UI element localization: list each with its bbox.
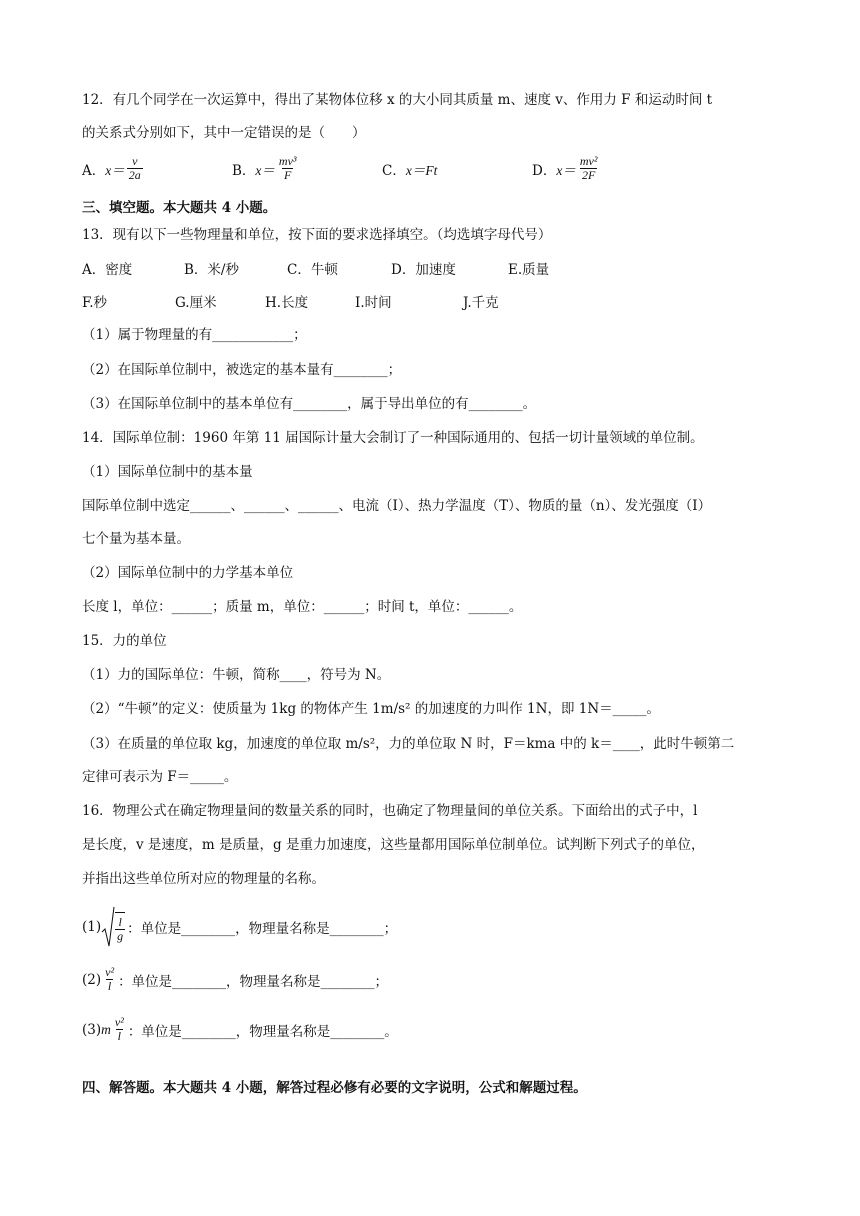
q12-options (82, 155, 682, 182)
q13-item: J.千克 (463, 295, 499, 311)
q14-line-1: 国际单位制中选定______、______、______、电流（I）、热力学温度（T）、物质的量（n）、发光强度（I） (82, 498, 712, 514)
q13-item: D．加速度 (391, 262, 456, 278)
fraction: $\frac{\text{v²}}{l}$ (114, 1015, 124, 1043)
q13-sub3: （3）在国际单位制中的基本单位有________，属于导出单位的有________。 (82, 396, 537, 412)
fraction: $\frac{v}{2a}$ (128, 154, 141, 182)
q16-item-3: (3) m $\frac{\text{v²}}{l}$ ：单位是________，物理量名称是________。 (82, 1015, 398, 1043)
square-root (101, 906, 127, 948)
radical-sign-icon (101, 906, 115, 948)
q13-item: G.厘米 (175, 295, 217, 311)
q14-stem: 14．国际单位制：1960 年第 11 届国际计量大会制订了一种国际通用的、包括一切计量领域的单位制。 (82, 430, 704, 446)
q12-stem-line2: 的关系式分别如下，其中一定错误的是（ ） (82, 125, 366, 141)
q16-item-2: (2) $\frac{\text{v²}}{l}$ ：单位是________，物理量名称是________； (82, 965, 389, 993)
q13-row1 (82, 258, 549, 278)
q12-option-b: B． x＝ $\frac{\text{mv³}}{F}$ (232, 154, 297, 182)
q13-item: F.秒 (82, 295, 108, 311)
q13-item: I.时间 (355, 295, 392, 311)
q14-line-3: 长度 l，单位：______；质量 m，单位：______；时间 t，单位：______。 (82, 599, 523, 615)
q12-option-a: A． x＝ $\frac{v}{2a}$ (82, 154, 141, 182)
q12-option-d: D． x＝ $\frac{\text{mv²}}{2F}$ (532, 154, 598, 182)
q16-line-3: 并指出这些单位所对应的物理量的名称。 (82, 871, 325, 887)
q13-item: B．米/秒 (184, 262, 239, 278)
fraction: $\frac{l}{g}$ (115, 912, 125, 943)
q13-stem: 13．现有以下一些物理量和单位，按下面的要求选择填空。（均选填字母代号） (82, 227, 552, 243)
q15-stem: 15．力的单位 (82, 633, 167, 649)
q16-line-2: 是长度，v 是速度，m 是质量，g 是重力加速度，这些量都用国际单位制单位。试判断下列式子的单位， (82, 837, 705, 853)
q15-sub3: （3）在质量的单位取 kg，加速度的单位取 m/s²，力的单位取 N 时，F＝kma 中的 k＝____，此时牛顿第二 (82, 736, 735, 752)
q15-sub1: （1）力的国际单位：牛顿，简称____，符号为 N。 (82, 667, 391, 683)
q13-item: A．密度 (82, 262, 133, 278)
q12-stem-line1: 12．有几个同学在一次运算中，得出了某物体位移 x 的大小同其质量 m、速度 v、作用力 F 和运动时间 t (82, 92, 713, 108)
q13-sub2: （2）在国际单位制中，被选定的基本量有________； (82, 362, 402, 378)
q14-heading-2: （2）国际单位制中的力学基本单位 (82, 565, 294, 581)
q13-item: H.长度 (265, 295, 309, 311)
q13-sub1: （1）属于物理量的有____________； (82, 327, 307, 343)
q13-item: E.质量 (508, 262, 550, 278)
fraction: $\frac{\text{v²}}{l}$ (105, 965, 115, 993)
q12-option-c: C． x＝Ft (382, 162, 438, 179)
section-3-heading: 三、填空题。本大题共 4 小题。 (82, 200, 277, 216)
q13-item: C．牛顿 (287, 262, 338, 278)
q16-item-1: (1) $\frac{l}{g}$ ：单位是________，物理量名称是________； (82, 906, 397, 948)
q14-heading-1: （1）国际单位制中的基本量 (82, 464, 253, 480)
section-4-heading: 四、解答题。本大题共 4 小题，解答过程必修有必要的文字说明，公式和解题过程。 (82, 1080, 587, 1096)
q13-row2 (82, 291, 499, 311)
fraction: $\frac{\text{mv³}}{F}$ (278, 154, 297, 182)
q15-sub2: （2）“牛顿”的定义：使质量为 1kg 的物体产生 1m/s² 的加速度的力叫作 1N，即 1N＝_____。 (82, 701, 660, 717)
fraction: $\frac{\text{mv²}}{2F}$ (579, 154, 598, 182)
q16-line-1: 16．物理公式在确定物理量间的数量关系的同时，也确定了物理量间的单位关系。下面给出的式子中，l (82, 803, 698, 819)
q14-line-2: 七个量为基本量。 (82, 531, 190, 547)
q15-sub4: 定律可表示为 F＝_____。 (82, 769, 238, 785)
